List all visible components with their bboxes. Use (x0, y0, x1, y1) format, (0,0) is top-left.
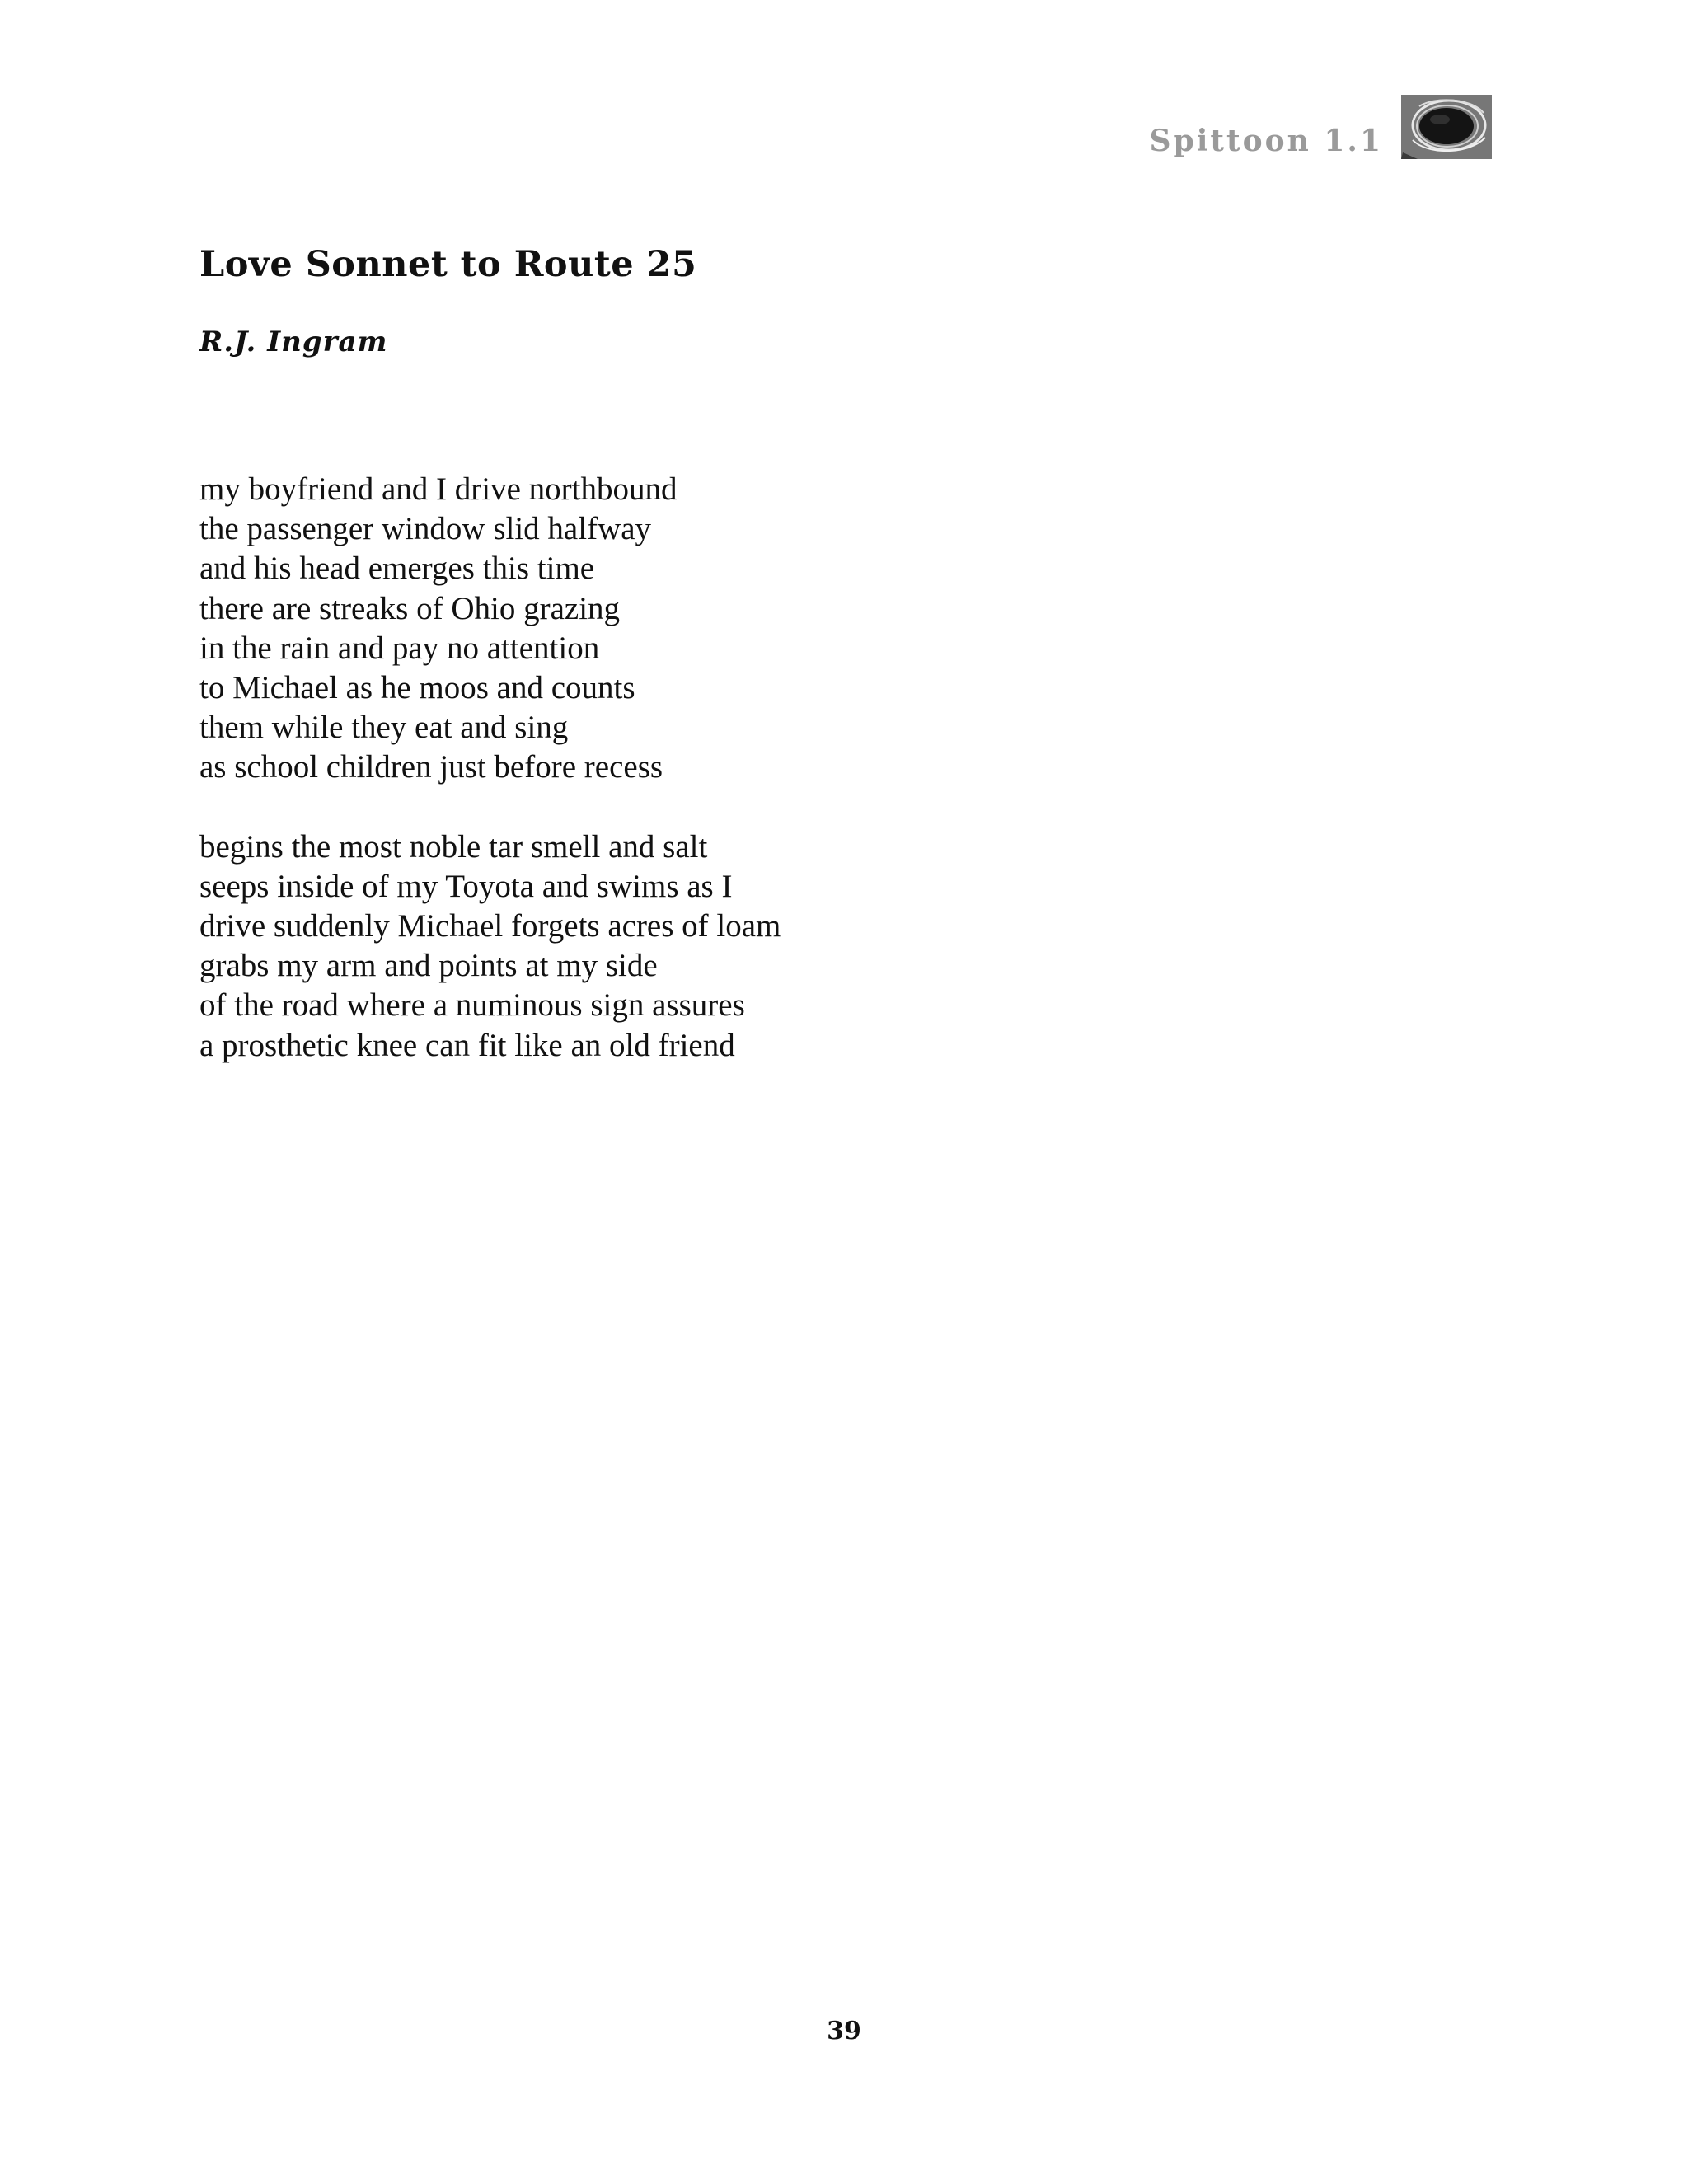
poem-line: grabs my arm and points at my side (199, 948, 658, 984)
poem-line: there are streaks of Ohio grazing (199, 590, 621, 626)
poem-line: of the road where a numinous sign assures (199, 987, 745, 1024)
poem-line: drive suddenly Michael forgets acres of loam (199, 908, 781, 944)
stanza (199, 470, 781, 788)
stanza (199, 827, 781, 1066)
poem-line: as school children just before recess (199, 749, 663, 785)
poem-line: and his head emerges this time (199, 551, 595, 587)
poem-line: begins the most noble tar smell and salt (199, 828, 708, 865)
poem-line: to Michael as he moos and counts (199, 670, 635, 706)
poem-line: a prosthetic knee can fit like an old friend (199, 1027, 735, 1063)
poem-line: seeps inside of my Toyota and swims as I (199, 868, 733, 904)
page-number: 39 (827, 2017, 861, 2046)
poem-body (199, 470, 781, 1105)
poem-line: in the rain and pay no attention (199, 630, 600, 666)
poem-line: the passenger window slid halfway (199, 511, 652, 547)
journal-title: Spittoon 1.1 (1149, 124, 1383, 158)
poem-title: Love Sonnet to Route 25 (199, 244, 697, 285)
poem-line: them while they eat and sing (199, 710, 569, 746)
stone-rings-logo-icon (1401, 95, 1492, 159)
poem-line: my boyfriend and I drive northbound (199, 471, 678, 507)
poem-author: R.J. Ingram (199, 326, 388, 359)
running-header (1150, 95, 1492, 159)
